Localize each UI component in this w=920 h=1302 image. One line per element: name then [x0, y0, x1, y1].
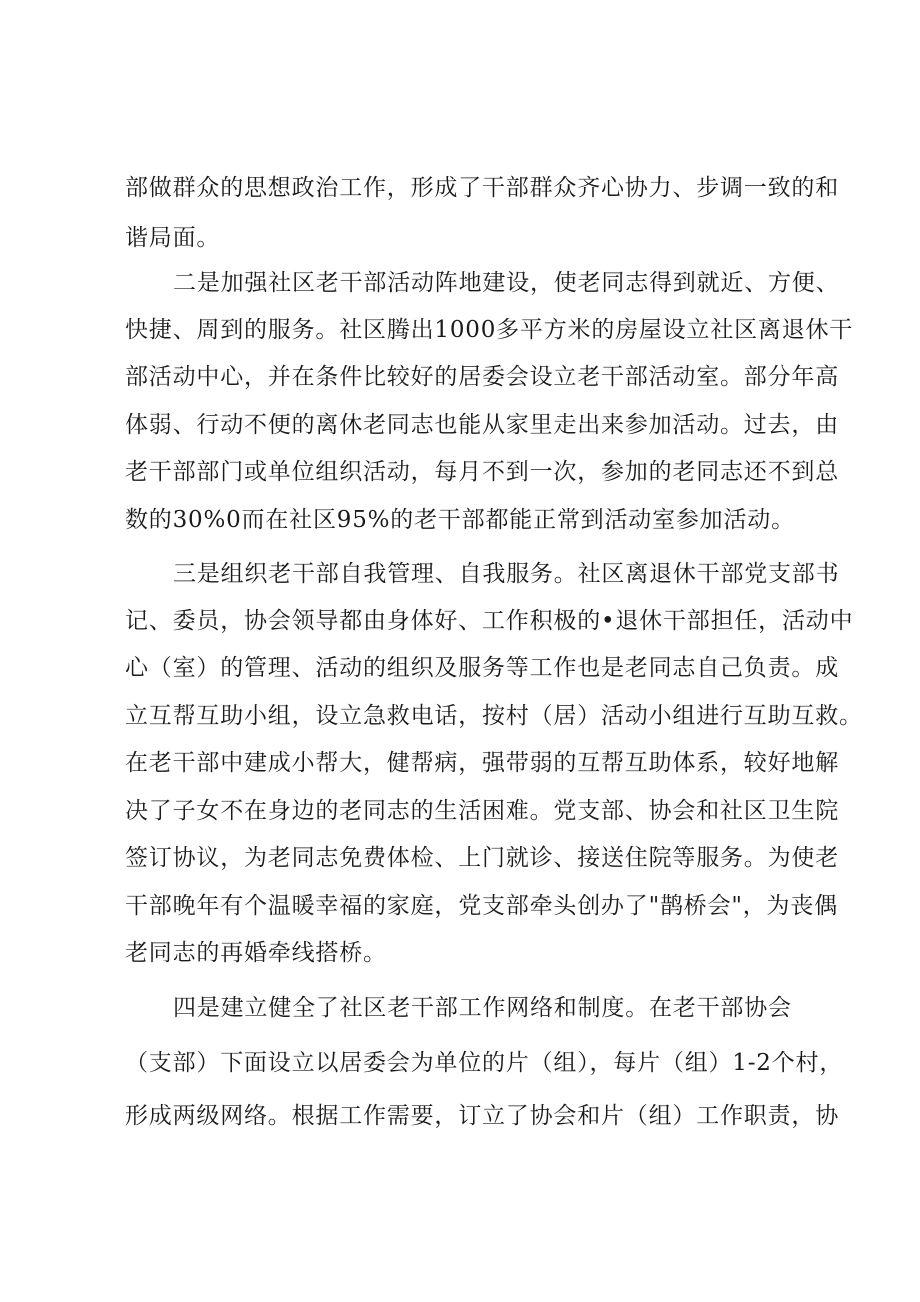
text-line: 数的30%0而在社区95%的老干部都能正常到活动室参加活动。	[125, 507, 795, 533]
text-line: 谐局面。	[125, 225, 221, 251]
paragraph-first-line: 四是建立健全了社区老干部工作网络和制度。在老干部协会	[173, 995, 792, 1021]
text-line: 部活动中心，并在条件比较好的居委会设立老干部活动室。部分年高	[125, 364, 839, 390]
text-line: 形成两级网络。根据工作需要，订立了协会和片（组）工作职责，协	[125, 1103, 839, 1129]
paragraph-first-line: 二是加强社区老干部活动阵地建设，使老同志得到就近、方便、	[173, 270, 840, 296]
text-line: 部做群众的思想政治工作，形成了干部群众齐心协力、步调一致的和	[125, 175, 839, 201]
text-line: 立互帮互助小组，设立急救电话，按村（居）活动小组进行互助互救。	[125, 703, 863, 729]
text-line: 在老干部中建成小帮大，健帮病，强带弱的互帮互助体系，较好地解	[125, 750, 839, 776]
text-line: 快捷、周到的服务。社区腾出1000多平方米的房屋设立社区离退休干	[125, 317, 854, 343]
text-line: 签订协议，为老同志免费体检、上门就诊、接送住院等服务。为使老	[125, 845, 839, 871]
text-line: 心（室）的管理、活动的组织及服务等工作也是老同志自己负责。成	[125, 655, 839, 681]
paragraph-first-line: 三是组织老干部自我管理、自我服务。社区离退休干部党支部书	[173, 561, 840, 587]
text-line: 体弱、行动不便的离休老同志也能从家里走出来参加活动。过去，由	[125, 412, 839, 438]
text-line: 老干部部门或单位组织活动，每月不到一次，参加的老同志还不到总	[125, 459, 839, 485]
text-line: 老同志的再婚牵线搭桥。	[125, 940, 387, 966]
text-line: 决了子女不在身边的老同志的生活困难。党支部、协会和社区卫生院	[125, 798, 839, 824]
text-line: （支部）下面设立以居委会为单位的片（组），每片（组）1-2个村，	[125, 1050, 844, 1076]
text-line: 干部晚年有个温暖幸福的家庭，党支部牵头创办了"鹊桥会"，为丧偶	[125, 893, 838, 919]
text-line: 记、委员，协会领导都由身体好、工作积极的•退休干部担任，活动中	[125, 608, 854, 634]
